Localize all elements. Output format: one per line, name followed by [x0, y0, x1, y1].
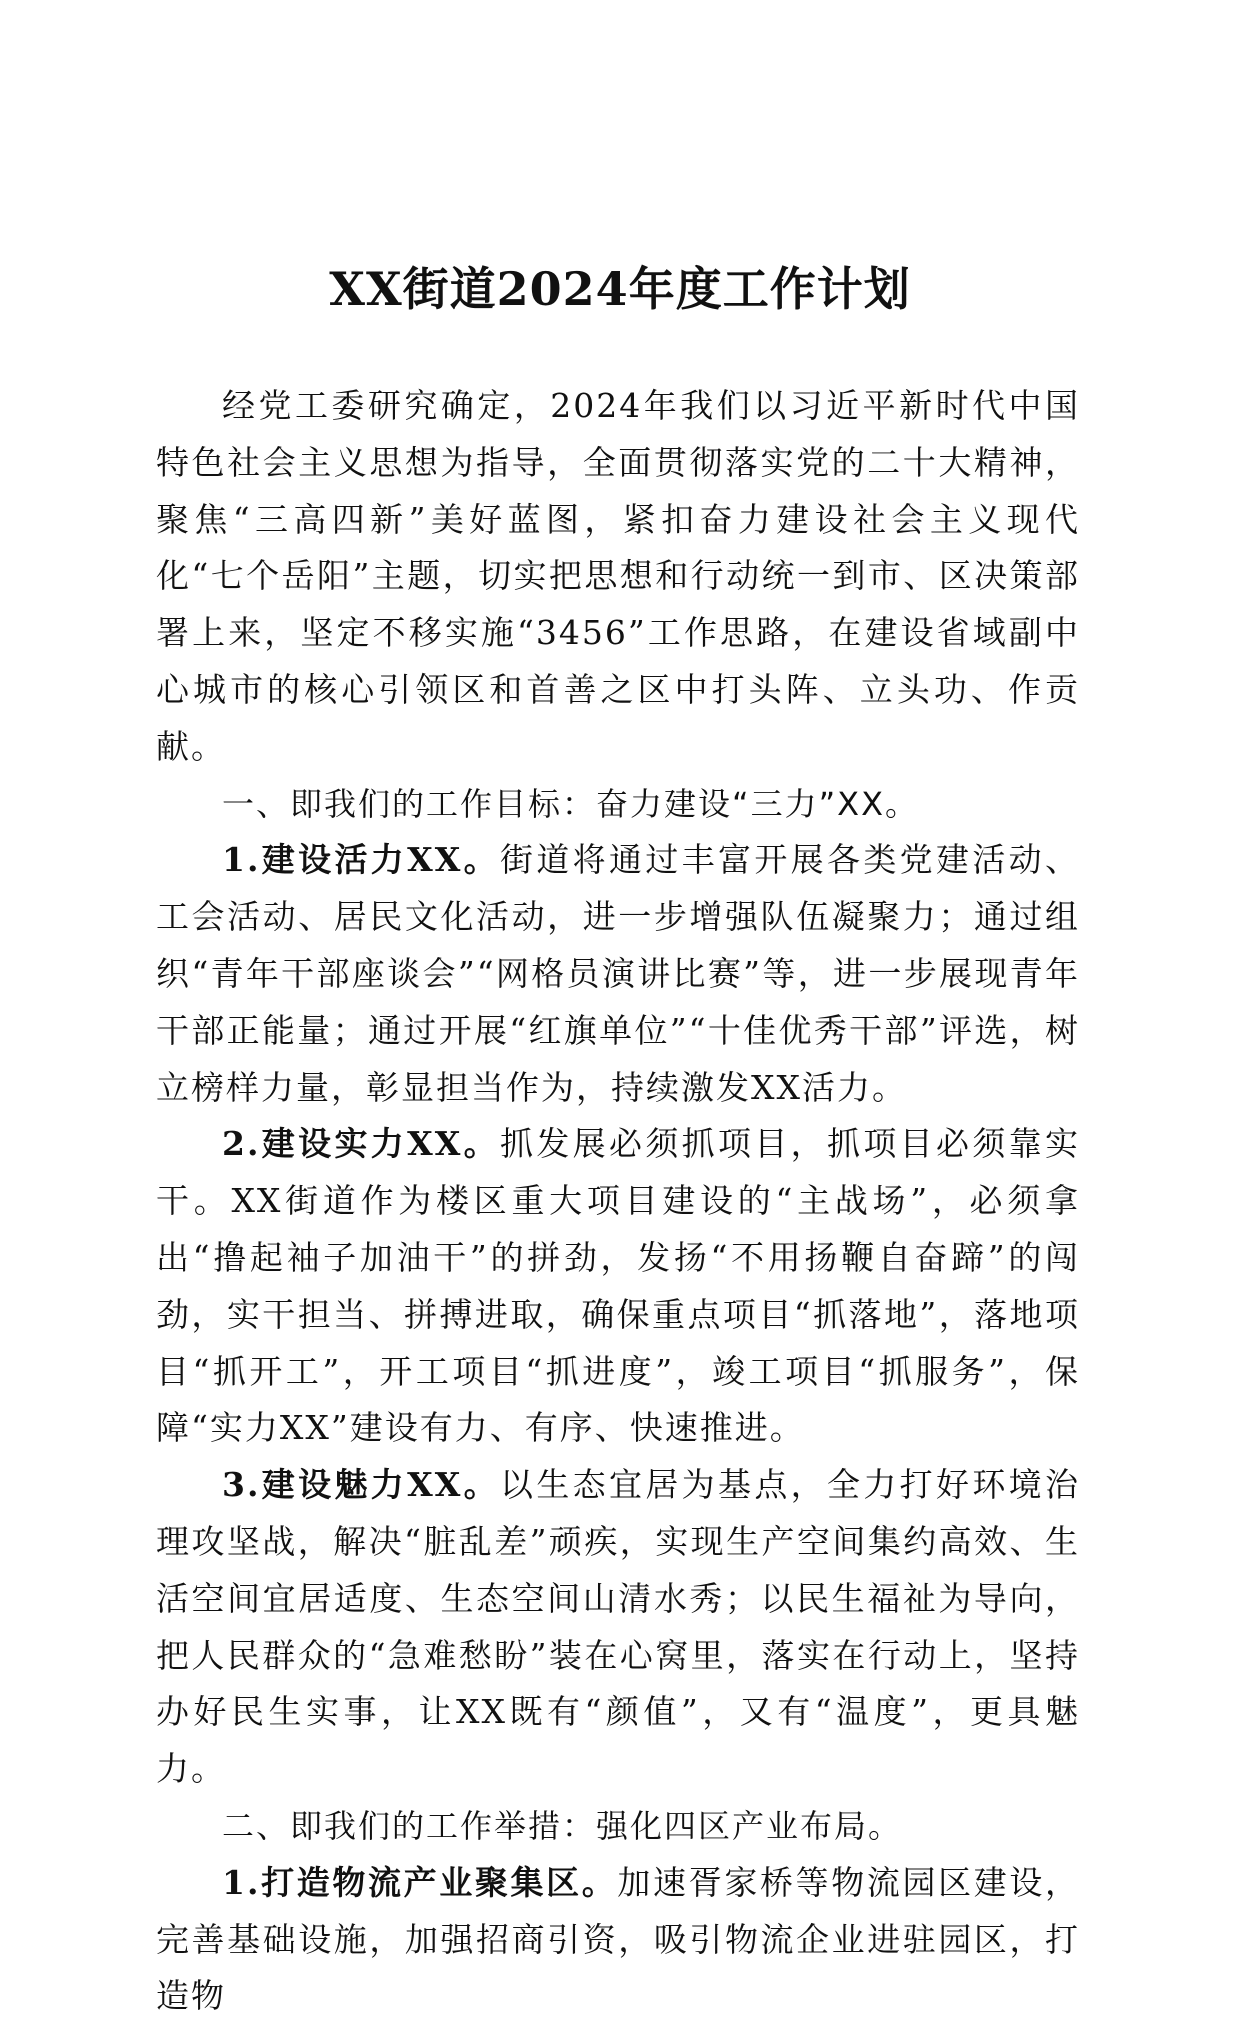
- intro-paragraph: 经党工委研究确定，2024年我们以习近平新时代中国特色社会主义思想为指导，全面贯彻落实党的二十大精神，聚焦“三高四新”美好蓝图，紧扣奋力建设社会主义现代化“七个岳阳”主题，切实把思想和行动统一到市、区决策部署上来，坚定不移实施“3456”工作思路，在建设省域副中心城市的核心引领区和首善之区中打头阵、立头功、作贡献。: [156, 386, 1080, 766]
- document-title: XX街道2024年度工作计划: [329, 262, 911, 316]
- goal-item-lead: 2.建设实力XX。: [222, 1124, 500, 1164]
- measure-item-text: 加速胥家桥等物流园区建设，完善基础设施，加强招商引资，吸引物流企业进驻园区，打造物: [156, 1862, 1081, 2016]
- goal-item-lead: 3.建设魅力XX。: [222, 1465, 500, 1505]
- document-body: [156, 378, 1080, 2025]
- measure-item-lead: 1.打造物流产业聚集区。: [222, 1862, 618, 1902]
- section-heading-goals: 一、即我们的工作目标：奋力建设“三力”XX。: [222, 784, 920, 823]
- goal-item-lead: 1.建设活力XX。: [222, 840, 500, 880]
- goal-item-strength: [156, 1116, 1080, 1457]
- goal-item-text: 以生态宜居为基点，全力打好环境治理攻坚战，解决“脏乱差”顽疾，实现生产空间集约高效、生活空间宜居适度、生态空间山清水秀；以民生福祉为导向，把人民群众的“急难愁盼”装在心窝里，落实在行动上，坚持办好民生实事，让XX既有“颜值”，又有“温度”，更具魅力。: [156, 1465, 1081, 1789]
- measure-item-logistics: [156, 1855, 1080, 2025]
- section-heading-measures: 二、即我们的工作举措：强化四区产业布局。: [222, 1806, 903, 1845]
- goal-item-charm: [156, 1457, 1080, 1798]
- goal-item-vitality: [156, 832, 1080, 1116]
- goal-item-text: 抓发展必须抓项目，抓项目必须靠实干。XX街道作为楼区重大项目建设的“主战场”，必须拿出“撸起袖子加油干”的拼劲，发扬“不用扬鞭自奋蹄”的闯劲，实干担当、拼搏进取，确保重点项目“抓落地”，落地项目“抓开工”，开工项目“抓进度”，竣工项目“抓服务”，保障“实力XX”建设有力、有序、快速推进。: [156, 1124, 1080, 1448]
- goal-item-text: 街道将通过丰富开展各类党建活动、工会活动、居民文化活动，进一步增强队伍凝聚力；通过组织“青年干部座谈会”“网格员演讲比赛”等，进一步展现青年干部正能量；通过开展“红旗单位”“十佳优秀干部”评选，树立榜样力量，彰显担当作为，持续激发XX活力。: [156, 840, 1080, 1107]
